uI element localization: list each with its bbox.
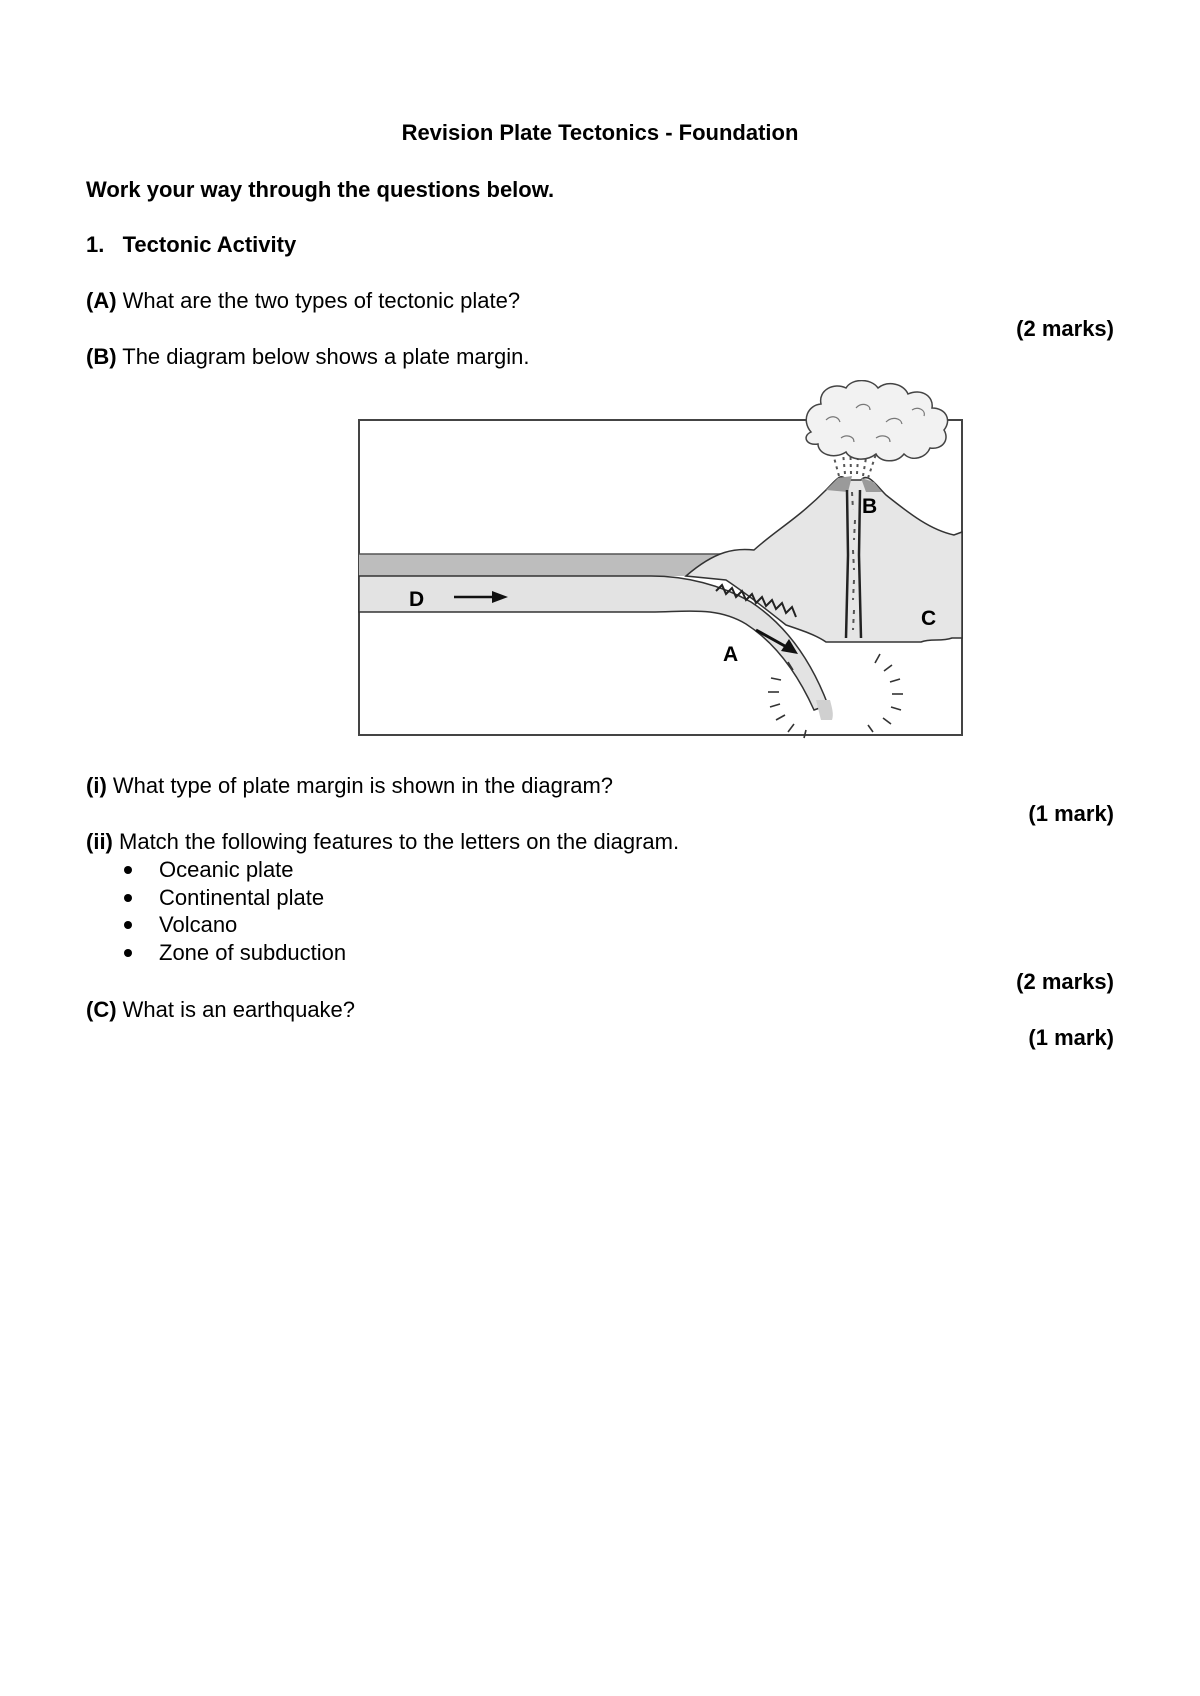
plate-margin-diagram [356, 380, 970, 742]
diagram-label-c: C [921, 607, 937, 630]
ash-cloud [806, 381, 947, 461]
feature-list [118, 856, 346, 966]
question-c-marks: (1 mark) [1028, 1025, 1114, 1050]
diagram-label-d: D [409, 588, 425, 611]
section-title: Tectonic Activity [122, 232, 297, 257]
question-b-ii [86, 829, 679, 855]
feature-item: Continental plate [118, 884, 346, 912]
diagram-label-b: B [862, 495, 878, 518]
section-heading [86, 232, 296, 258]
question-a-label: (A) [86, 288, 117, 313]
question-b-i [86, 773, 613, 799]
question-a [86, 288, 520, 314]
feature-item: Volcano [118, 911, 346, 939]
question-c-text: What is an earthquake? [116, 997, 356, 1022]
ocean-water [359, 554, 736, 576]
question-b-text: The diagram below shows a plate margin. [116, 344, 530, 369]
question-b-i-text: What type of plate margin is shown in the diagram? [106, 773, 614, 798]
question-b-ii-text: Match the following features to the letters on the diagram. [112, 829, 680, 854]
question-b-ii-marks: (2 marks) [1016, 969, 1114, 994]
question-b-i-marks: (1 mark) [1028, 801, 1114, 826]
question-a-marks: (2 marks) [1016, 316, 1114, 341]
diagram-label-a: A [723, 643, 739, 666]
question-b [86, 344, 529, 370]
page-title: Revision Plate Tectonics - Foundation [401, 120, 799, 145]
question-b-label: (B) [86, 344, 117, 369]
question-a-text: What are the two types of tectonic plate? [116, 288, 521, 313]
feature-item: Oceanic plate [118, 856, 346, 884]
question-c-label: (C) [86, 997, 117, 1022]
feature-item: Zone of subduction [118, 939, 346, 967]
section-number: 1. [86, 232, 105, 257]
question-b-i-label: (i) [86, 773, 107, 798]
question-b-ii-label: (ii) [86, 829, 113, 854]
intro-instruction: Work your way through the questions below. [86, 177, 555, 202]
question-c [86, 997, 355, 1023]
